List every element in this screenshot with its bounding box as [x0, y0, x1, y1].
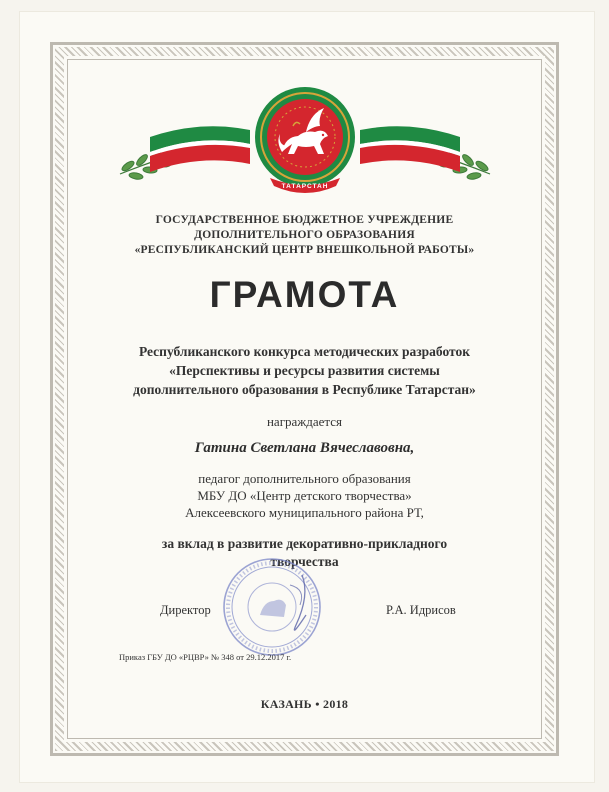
- organization-name: [0, 213, 609, 258]
- signature-role: Директор: [160, 603, 211, 617]
- emblem-ribbon-text: ТАТАРСТАН: [281, 183, 329, 190]
- contest-line-2: «Перспективы и ресурсы развития системы: [169, 363, 440, 378]
- tatarstan-emblem: [110, 82, 500, 202]
- recipient-name: Гатина Светлана Вячеславовна,: [194, 440, 415, 456]
- order-reference: Приказ ГБУ ДО «РЦВР» № 348 от 29.12.2017 г.: [119, 652, 292, 662]
- certificate-title: ГРАМОТА: [209, 274, 400, 315]
- recipient-position: [0, 470, 609, 521]
- city-year: КАЗАНЬ • 2018: [260, 697, 349, 711]
- left-flag-ribbon: [150, 126, 250, 172]
- awarded-label: награждается: [266, 414, 343, 429]
- reason-line-2: творчества: [270, 554, 339, 569]
- reason-line-1: за вклад в развитие декоративно-прикладного: [161, 536, 448, 551]
- coat-of-arms-icon: [255, 87, 355, 187]
- contest-line-3: дополнительного образования в Республике Татарстан»: [133, 382, 476, 397]
- organization-line-2: ДОПОЛНИТЕЛЬНОГО ОБРАЗОВАНИЯ: [194, 229, 415, 241]
- signature-name: Р.А. Идрисов: [386, 603, 456, 617]
- position-line-3: Алексеевского муниципального района РТ,: [185, 505, 424, 520]
- right-flag-ribbon: [360, 126, 460, 172]
- position-line-1: педагог дополнительного образования: [198, 471, 411, 486]
- official-stamp-icon: [220, 555, 325, 660]
- contest-description: [0, 342, 609, 399]
- contest-line-1: Республиканского конкурса методических разработок: [138, 344, 471, 359]
- organization-line-3: «РЕСПУБЛИКАНСКИЙ ЦЕНТР ВНЕШКОЛЬНОЙ РАБОТЫ»: [134, 244, 475, 256]
- organization-line-1: ГОСУДАРСТВЕННОЕ БЮДЖЕТНОЕ УЧРЕЖДЕНИЕ: [155, 214, 454, 226]
- position-line-2: МБУ ДО «Центр детского творчества»: [197, 488, 412, 503]
